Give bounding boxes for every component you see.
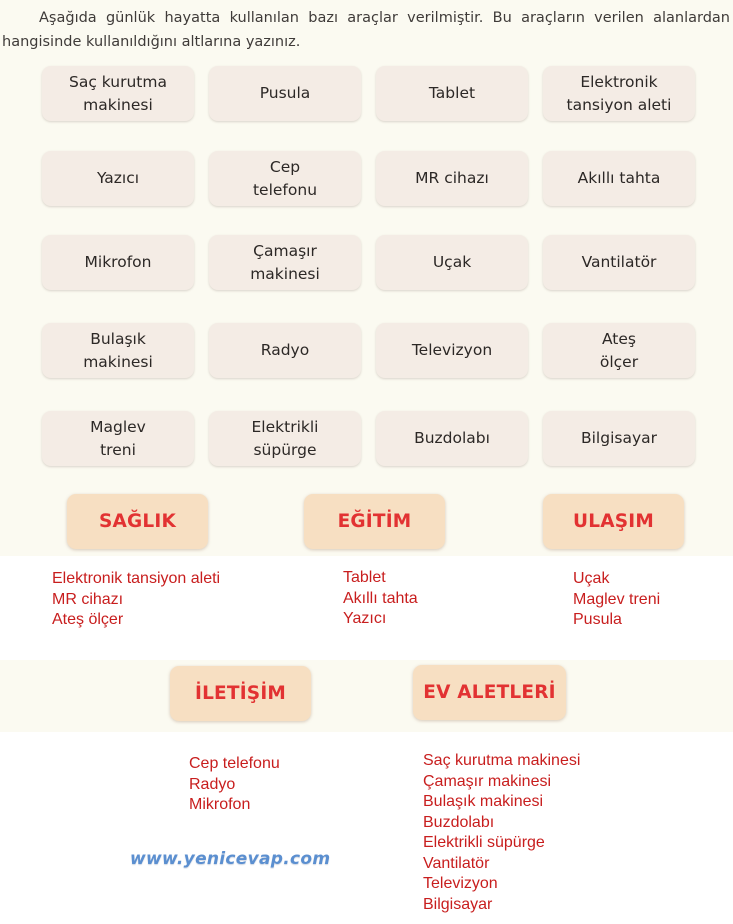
answer-item: Çamaşır makinesi [423,772,552,790]
category-egitim: EĞİTİM [304,494,445,549]
tool-tile: Vantilatör [543,235,695,290]
answer-item: Televizyon [423,875,498,892]
tool-tile: Maglev treni [42,411,194,466]
answer-item: Yazıcı [343,610,387,627]
middle-background-band [0,660,733,732]
answer-item: Maglev treni [573,590,661,608]
tool-tile: Buzdolabı [376,411,528,466]
tool-tile: Pusula [209,66,361,121]
answers-ev-aletleri [423,751,580,915]
answer-item: Pusula [573,611,622,628]
instructions-text: Aşağıda günlük hayatta kullanılan bazı araçlar verilmiştir. Bu araçların verilen alanlardan hangisinde kullanıldığını altlarına yazınız. [2,10,730,50]
tool-tile: Bulaşık makinesi [42,323,194,378]
category-iletisim: İLETİŞİM [170,666,311,721]
tool-tile: Tablet [376,66,528,121]
tool-tile: Ateş ölçer [543,323,695,378]
tool-tile: Mikrofon [42,235,194,290]
answers-iletisim [189,754,280,816]
tool-tile: Uçak [376,235,528,290]
answer-item: Bilgisayar [423,895,493,913]
tool-tile: Televizyon [376,323,528,378]
answers-egitim [343,568,418,630]
answer-item: Ateş ölçer [52,611,124,628]
category-ev-aletleri: EV ALETLERİ [413,665,566,720]
answer-item: Uçak [573,570,610,587]
answers-ulasim [573,569,660,631]
answer-item: Radyo [189,775,236,793]
watermark: www.yenicevap.com [130,849,331,869]
tool-tile: Cep telefonu [209,151,361,206]
tool-tile: Saç kurutma makinesi [42,66,194,121]
category-saglik: SAĞLIK [67,494,208,549]
answer-item: Tablet [343,569,386,586]
category-ulasim: ULAŞIM [543,494,684,549]
tool-tile: Akıllı tahta [543,151,695,206]
tool-tile: Çamaşır makinesi [209,235,361,290]
answer-item: Bulaşık makinesi [423,793,544,810]
answer-item: Saç kurutma makinesi [423,752,581,769]
answer-item: Cep telefonu [189,755,280,772]
tool-tile: Radyo [209,323,361,378]
answer-item: MR cihazı [52,590,124,608]
tool-tile: Elektrikli süpürge [209,411,361,466]
answers-saglik [52,569,220,631]
tool-tile: MR cihazı [376,151,528,206]
answer-item: Akıllı tahta [343,589,418,607]
tool-tile: Yazıcı [42,151,194,206]
tool-tile: Elektronik tansiyon aleti [543,66,695,121]
answer-item: Vantilatör [423,854,490,872]
answer-item: Buzdolabı [423,813,495,831]
answer-item: Elektronik tansiyon aleti [52,570,221,587]
answer-item: Mikrofon [189,796,251,813]
tool-tile: Bilgisayar [543,411,695,466]
answer-item: Elektrikli süpürge [423,834,545,851]
